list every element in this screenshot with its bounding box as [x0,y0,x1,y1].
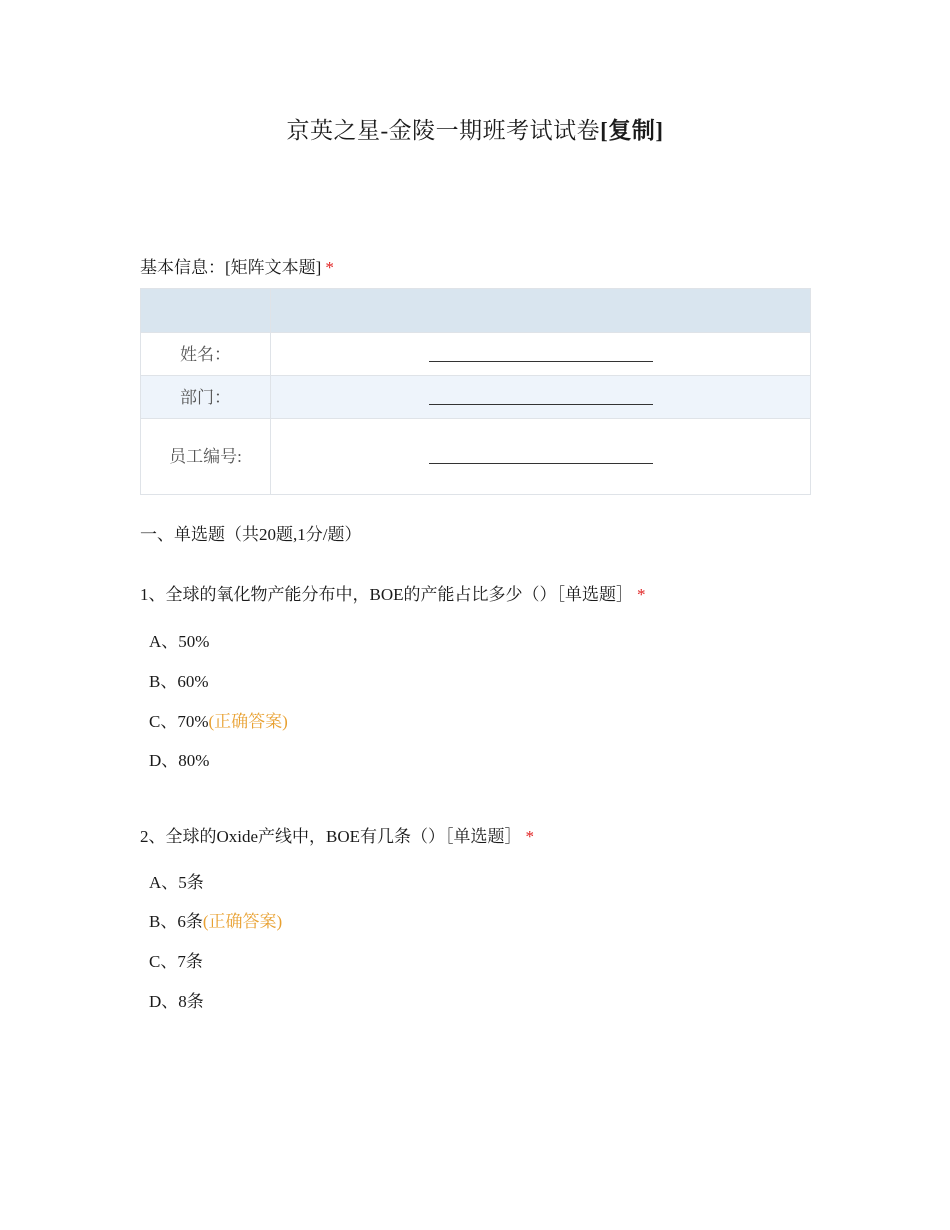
question-2-option-a[interactable] [149,868,204,893]
option-text: B、60% [149,672,209,691]
option-text: A、5条 [149,873,204,892]
question-2-option-d[interactable] [149,987,204,1012]
document-title [0,112,950,145]
option-text: D、8条 [149,992,204,1011]
document-title-suffix: [复制] [600,118,664,143]
matrix-header-cell [271,289,811,333]
employee-id-field[interactable] [271,419,811,495]
option-text: B、6条 [149,912,203,931]
question-1-option-a[interactable] [149,627,209,652]
document-title-main: 京英之星-金陵一期班考试试卷 [286,118,601,143]
question-2-title [140,822,534,847]
matrix-row-department [141,376,811,419]
question-title-text: 2、全球的Oxide产线中，BOE有几条（）［单选题］ [140,827,522,846]
basic-info-matrix [140,288,811,495]
option-text: C、7条 [149,952,203,971]
section-heading: 一、单选题（共20题,1分/题） [140,525,362,544]
required-mark: * [325,258,334,277]
option-text: A、50% [149,632,210,651]
name-blank-line[interactable] [429,360,653,362]
question-1-option-c[interactable] [149,707,288,732]
name-field[interactable] [271,333,811,376]
matrix-header-cell [141,289,271,333]
required-mark: * [637,585,646,604]
matrix-row-label: 员工编号: [141,419,271,495]
matrix-row-name [141,333,811,376]
employee-id-blank-line[interactable] [429,462,653,464]
question-1-title [140,580,646,605]
option-text: C、70% [149,712,209,731]
question-1-option-d[interactable] [149,746,209,771]
matrix-row-employee-id [141,419,811,495]
question-1-option-b[interactable] [149,667,209,692]
option-text: D、80% [149,751,210,770]
question-title-text: 1、全球的氧化物产能分布中，BOE的产能占比多少（）［单选题］ [140,585,633,604]
basic-info-title: 基本信息：[矩阵文本题] [140,258,322,277]
required-mark: * [525,827,535,846]
question-2-option-c[interactable] [149,947,203,972]
department-blank-line[interactable] [429,403,653,405]
department-field[interactable] [271,376,811,419]
correct-answer-note: (正确答案) [208,712,288,731]
correct-answer-note: (正确答案) [202,912,283,931]
matrix-row-label: 姓名： [141,333,271,376]
question-2-option-b[interactable] [149,907,282,932]
matrix-row-label: 部门： [141,376,271,419]
matrix-header-row [141,289,811,333]
basic-info-label [140,253,334,278]
